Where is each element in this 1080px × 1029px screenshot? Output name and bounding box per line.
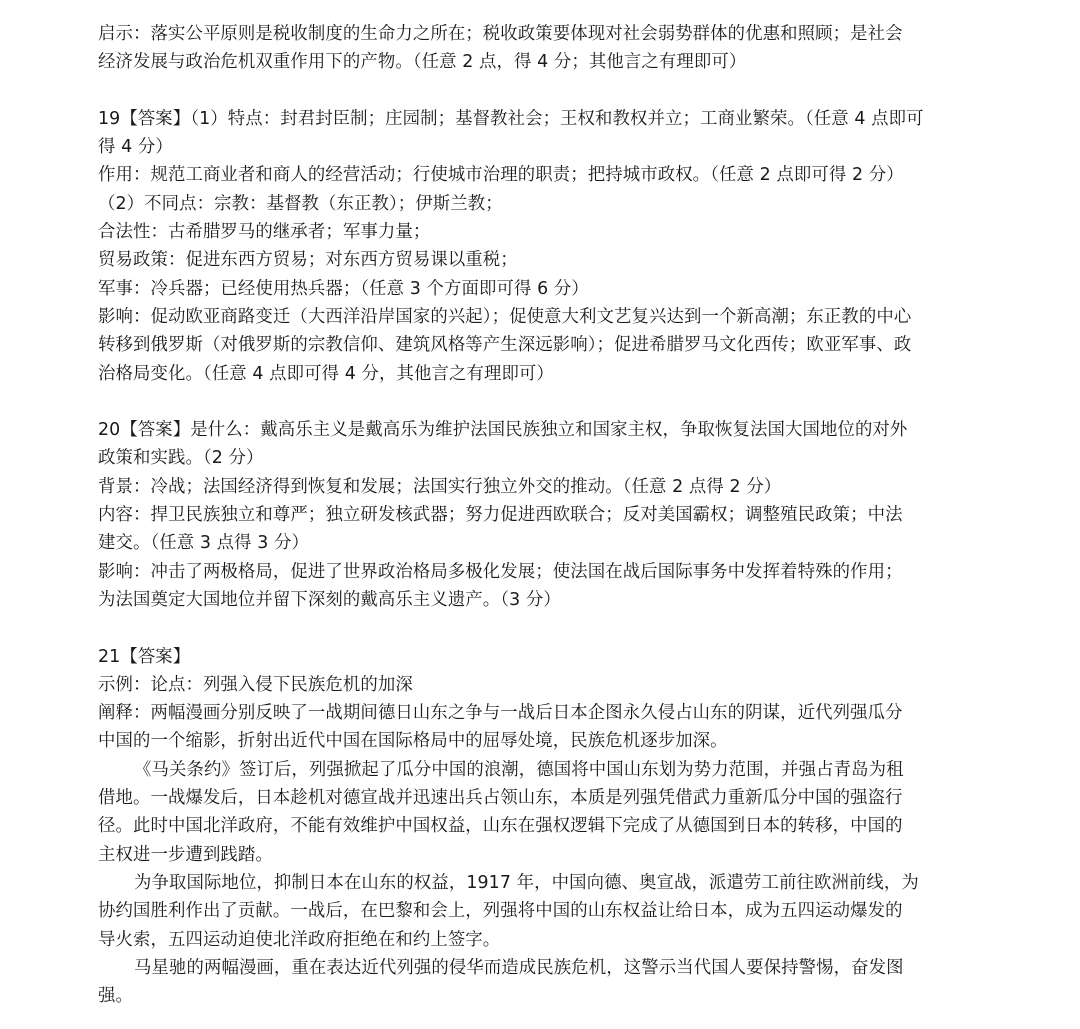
q19-military: [98, 275, 986, 303]
q20-what: [98, 416, 986, 473]
q20-content: [98, 501, 986, 558]
spacer: [98, 388, 986, 416]
text-line: 为争取国际地位，抑制日本在山东的权益，1917 年，中国向德、奥宣战，派遣劳工前往欧洲前线，为: [134, 872, 919, 893]
q19-difference: [98, 190, 986, 218]
text-line: 合法性：古希腊罗马的继承者；军事力量；: [98, 222, 431, 243]
text-line: 政策和实践。（2 分）: [98, 448, 264, 469]
q21-heading: [98, 643, 986, 671]
text-line: （2）不同点：宗教：基督教（东正教）；伊斯兰教；: [98, 193, 503, 214]
text-line: 阐释：两幅漫画分别反映了一战期间德日山东之争与一战后日本企图永久侵占山东的阴谋，近代列强瓜分: [98, 703, 903, 724]
q21-para3: [98, 954, 986, 1011]
q21-para2: [98, 869, 986, 954]
text-line: 启示：落实公平原则是税收制度的生命力之所在；税收政策要体现对社会弱势群体的优惠和照顾；是社会: [98, 24, 903, 44]
text-line: 贸易政策：促进东西方贸易；对东西方贸易课以重税；: [98, 250, 518, 271]
text-line: 经济发展与政治危机双重作用下的产物。（任意 2 点，得 4 分；其他言之有理即可）: [98, 52, 747, 73]
q20-influence: [98, 558, 986, 615]
q19-role: [98, 161, 986, 189]
text-line: 影响：冲击了两极格局，促进了世界政治格局多极化发展；使法国在战后国际事务中发挥着特殊的作用；: [98, 561, 903, 582]
text-line: 为法国奠定大国地位并留下深刻的戴高乐主义遗产。（3 分）: [98, 589, 561, 610]
text-line: 得 4 分）: [98, 137, 173, 158]
text-line: 建交。（任意 3 点得 3 分）: [98, 533, 310, 554]
text-line: 马星驰的两幅漫画，重在表达近代列强的侵华而造成民族危机，这警示当代国人要保持警惕，奋发图: [134, 957, 904, 978]
q21-explanation: [98, 699, 986, 756]
text-line: 转移到俄罗斯（对俄罗斯的宗教信仰、建筑风格等产生深远影响）；促进希腊罗马文化西传；欧亚军事、政: [98, 335, 912, 356]
q21-example: [98, 671, 986, 699]
text-line: 强。: [98, 986, 133, 1007]
q19-influence: [98, 303, 986, 388]
text-line: 《马关条约》签订后，列强掀起了瓜分中国的浪潮，德国将中国山东划为势力范围，并强占青岛为租: [134, 759, 904, 780]
text-line: 内容：捍卫民族独立和尊严；独立研发核武器；努力促进西欧联合；反对美国霸权；调整殖民政策；中法: [98, 505, 903, 526]
q19-features: [98, 105, 986, 162]
q20-background: [98, 473, 986, 501]
text-line: 治格局变化。（任意 4 点即可得 4 分，其他言之有理即可）: [98, 363, 554, 384]
spacer: [98, 77, 986, 105]
text-line: 背景：冷战；法国经济得到恢复和发展；法国实行独立外交的推动。（任意 2 点得 2 分）: [98, 476, 782, 497]
text-line: 影响：促动欧亚商路变迁（大西洋沿岸国家的兴起）；促使意大利文艺复兴达到一个新高潮；东正教的中心: [98, 306, 912, 327]
spacer: [98, 614, 986, 642]
text-line: 21【答案】: [98, 646, 191, 667]
document-page: [98, 20, 986, 1010]
text-line: 19【答案】（1）特点：封君封臣制；庄园制；基督教社会；王权和教权并立；工商业繁荣。（任意 4 点即可: [98, 108, 924, 129]
text-line: 作用：规范工商业者和商人的经营活动；行使城市治理的职责；把持城市政权。（任意 2 点即可得 2 分）: [98, 165, 904, 186]
text-line: 军事：冷兵器；已经使用热兵器；（任意 3 个方面即可得 6 分）: [98, 278, 589, 299]
text-line: 径。此时中国北洋政府，不能有效维护中国权益，山东在强权逻辑下完成了从德国到日本的转移，中国的: [98, 816, 903, 837]
text-line: 借地。一战爆发后，日本趁机对德宣战并迅速出兵占领山东，本质是列强凭借武力重新瓜分中国的强盗行: [98, 788, 903, 809]
text-line: 示例：论点：列强入侵下民族危机的加深: [98, 674, 413, 695]
text-line: 主权进一步遭到践踏。: [98, 844, 273, 865]
text-line: 协约国胜利作出了贡献。一战后，在巴黎和会上，列强将中国的山东权益让给日本，成为五四运动爆发的: [98, 901, 903, 922]
text-line: 20【答案】是什么：戴高乐主义是戴高乐为维护法国民族独立和国家主权，争取恢复法国大国地位的对外: [98, 420, 908, 441]
q19-trade: [98, 246, 986, 274]
text-line: 中国的一个缩影，折射出近代中国在国际格局中的屈辱处境，民族危机逐步加深。: [98, 731, 728, 752]
text-line: 导火索，五四运动迫使北洋政府拒绝在和约上签字。: [98, 929, 501, 950]
q21-para1: [98, 756, 986, 869]
q19-legitimacy: [98, 218, 986, 246]
q18-insight: [98, 20, 986, 77]
